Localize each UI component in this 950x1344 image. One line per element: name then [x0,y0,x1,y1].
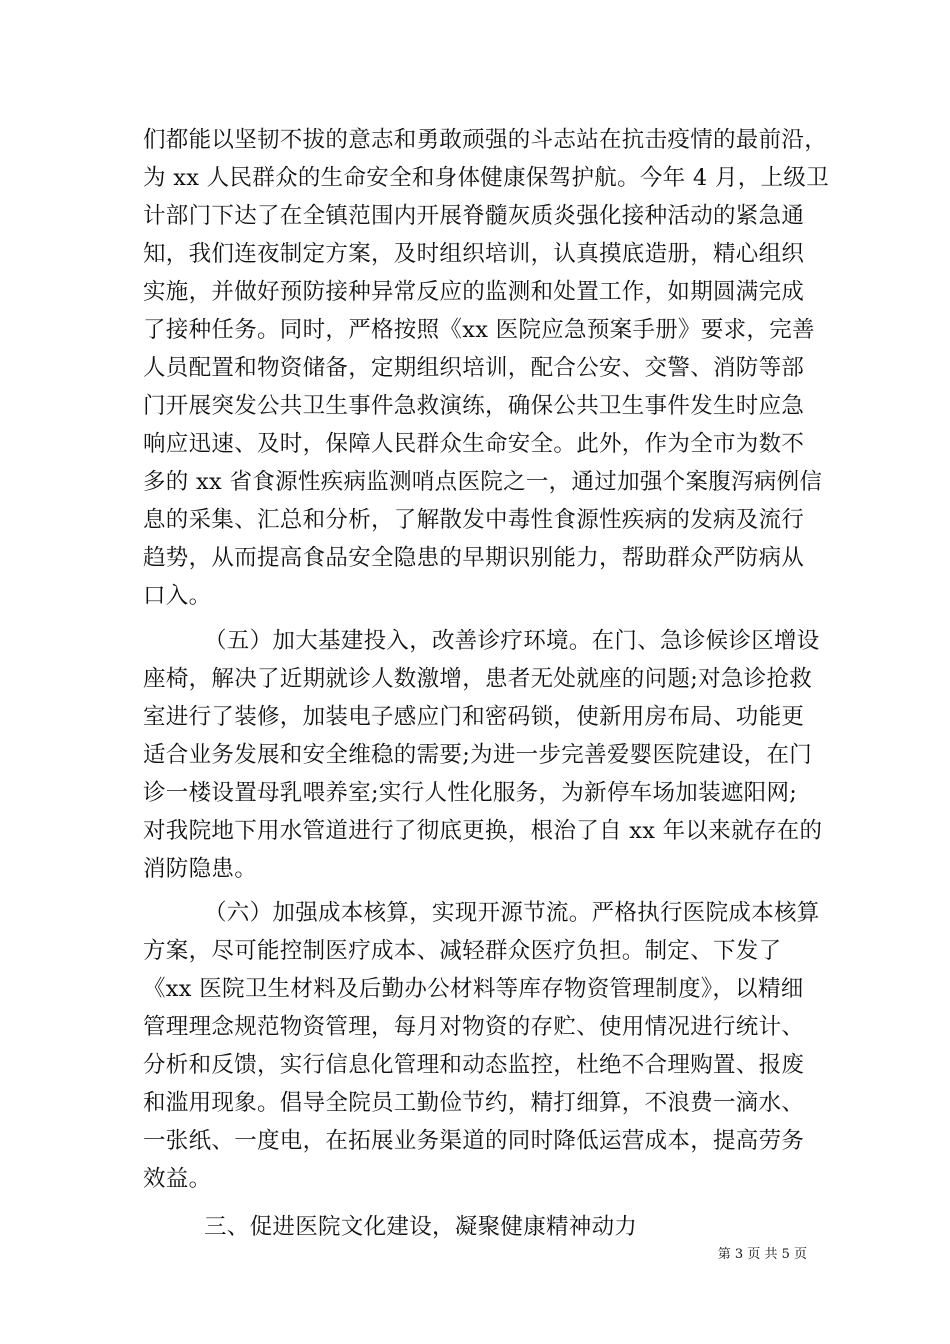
text-line: 实施，并做好预防接种异常反应的监测和处置工作，如期圆满完成 [143,279,805,305]
text-line: 了接种任务。同时，严格按照《xx 医院应急预案手册》要求，完善 [143,317,815,343]
text-line: 人员配置和物资储备，定期组织培训，配合公安、交警、消防等部 [143,355,805,381]
text-line: 为 xx 人民群众的生命安全和身体健康保驾护航。今年 4 月，上级卫 [143,165,830,191]
text-line: 门开展突发公共卫生事件急救演练，确保公共卫生事件发生时应急 [143,393,805,419]
text-line: 趋势，从而提高食品安全隐患的早期识别能力，帮助群众严防病从 [143,545,805,571]
text-line: 口入。 [143,583,212,609]
text-line: 响应迅速、及时，保障人民群众生命安全。此外，作为全市为数不 [143,431,805,457]
text-line: 一张纸、一度电，在拓展业务渠道的同时降低运营成本，提高劳务 [143,1128,805,1154]
text-line: 方案，尽可能控制医疗成本、减轻群众医疗负担。制定、下发了 [143,938,782,964]
text-line: 管理理念规范物资管理，每月对物资的存贮、使用情况进行统计、 [143,1014,805,1040]
text-line: 和滥用现象。倡导全院员工勤俭节约，精打细算，不浪费一滴水、 [143,1090,805,1116]
text-line: 知，我们连夜制定方案，及时组织培训，认真摸底造册，精心组织 [143,241,805,267]
section-heading-line: （五）加大基建投入，改善诊疗环境。在门、急诊候诊区增设 [204,628,820,654]
text-line: 多的 xx 省食源性疾病监测哨点医院之一，通过加强个案腹泻病例信 [143,469,823,495]
text-line: 息的采集、汇总和分析，了解散发中毒性食源性疾病的发病及流行 [143,507,805,533]
text-line: 适合业务发展和安全维稳的需要;为进一步完善爱婴医院建设，在门 [143,742,813,768]
text-line: 诊一楼设置母乳喂养室;实行人性化服务，为新停车场加装遮阳网; [143,780,798,806]
text-line: 对我院地下用水管道进行了彻底更换，根治了自 xx 年以来就存在的 [143,818,823,844]
section-heading-line: 三、促进医院文化建设，凝聚健康精神动力 [204,1214,638,1240]
text-line: 效益。 [143,1166,212,1192]
text-line: 消防隐患。 [143,856,258,882]
text-line: 分析和反馈，实行信息化管理和动态监控，杜绝不合理购置、报废 [143,1052,805,1078]
text-line: 计部门下达了在全镇范围内开展脊髓灰质炎强化接种活动的紧急通 [143,203,805,229]
page-number: 第 3 页 共 5 页 [717,1247,807,1262]
text-line: 座椅，解决了近期就诊人数激增，患者无处就座的问题;对急诊抢救 [143,666,813,692]
text-line: 室进行了装修，加装电子感应门和密码锁，使新用房布局、功能更 [143,704,805,730]
section-heading-line: （六）加强成本核算，实现开源节流。严格执行医院成本核算 [204,900,820,926]
text-line: 《xx 医院卫生材料及后勤办公材料等库存物资管理制度》，以精细 [143,976,804,1002]
text-line: 们都能以坚韧不拔的意志和勇敢顽强的斗志站在抗击疫情的最前沿， [143,127,828,153]
